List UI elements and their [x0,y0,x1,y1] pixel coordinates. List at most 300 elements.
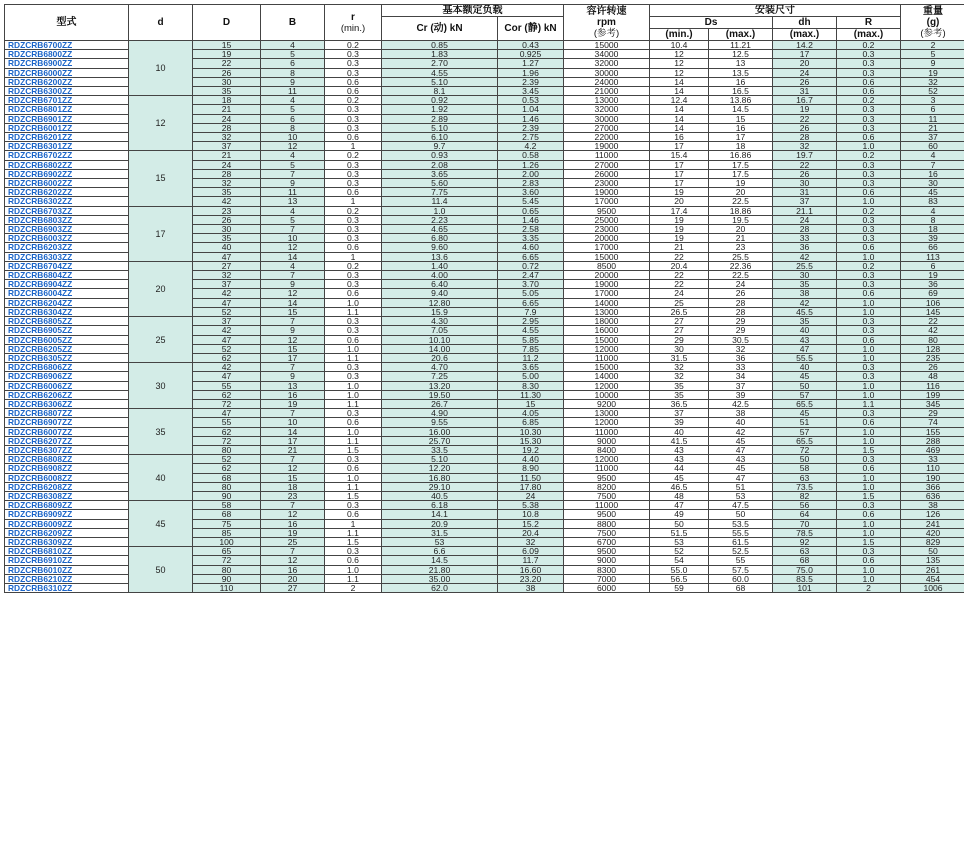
model-link[interactable]: RDZCRB6004ZZ [5,289,129,298]
ds-max-cell: 20 [709,225,773,234]
outer-diameter-cell: 32 [193,179,261,188]
bore-diameter-cell: 12 [129,96,193,151]
static-load-cell: 15.30 [498,436,564,445]
chamfer-r-cell: 0.6 [325,243,382,252]
width-cell: 12 [261,556,325,565]
model-link[interactable]: RDZCRB6307ZZ [5,445,129,454]
static-load-cell: 6.85 [498,418,564,427]
model-link[interactable]: RDZCRB6910ZZ [5,556,129,565]
weight-cell: 241 [901,519,964,528]
ds-min-cell: 24 [650,289,709,298]
model-link[interactable]: RDZCRB6200ZZ [5,77,129,86]
static-load-cell: 3.70 [498,280,564,289]
header-install-group: 安装尺寸 [650,5,901,17]
width-cell: 5 [261,215,325,224]
chamfer-r-cell: 0.2 [325,96,382,105]
ds-min-cell: 19 [650,188,709,197]
model-link[interactable]: RDZCRB6010ZZ [5,565,129,574]
weight-cell: 21 [901,123,964,132]
static-load-cell: 1.27 [498,59,564,68]
model-link[interactable]: RDZCRB6700ZZ [5,41,129,50]
width-cell: 9 [261,280,325,289]
header-weight-unit: (g) [926,17,940,28]
model-link[interactable]: RDZCRB6000ZZ [5,68,129,77]
weight-cell: 26 [901,363,964,372]
ds-min-cell: 43 [650,455,709,464]
fillet-r-cell: 0.6 [837,87,901,96]
weight-cell: 3 [901,96,964,105]
model-link[interactable]: RDZCRB6002ZZ [5,179,129,188]
ds-min-cell: 17 [650,179,709,188]
dynamic-load-cell: 2.08 [382,160,498,169]
dh-max-cell: 45 [773,372,837,381]
table-row [5,96,964,105]
dynamic-load-cell: 21.80 [382,565,498,574]
model-link[interactable]: RDZCRB6008ZZ [5,473,129,482]
model-link[interactable]: RDZCRB6009ZZ [5,519,129,528]
model-link[interactable]: RDZCRB6802ZZ [5,160,129,169]
model-link[interactable]: RDZCRB6304ZZ [5,307,129,316]
ds-min-cell: 48 [650,491,709,500]
weight-cell: 4 [901,206,964,215]
width-cell: 12 [261,289,325,298]
bore-diameter-cell: 10 [129,41,193,96]
bore-diameter-cell: 40 [129,455,193,501]
static-load-cell: 2.47 [498,271,564,280]
bearing-spec-table [4,4,964,593]
dh-max-cell: 40 [773,363,837,372]
dh-max-cell: 31 [773,87,837,96]
model-link[interactable]: RDZCRB6909ZZ [5,510,129,519]
width-cell: 12 [261,510,325,519]
static-load-cell: 15.2 [498,519,564,528]
speed-cell: 19000 [564,188,650,197]
model-link[interactable]: RDZCRB6005ZZ [5,335,129,344]
ds-max-cell: 55 [709,556,773,565]
dh-max-cell: 57 [773,390,837,399]
dh-max-cell: 64 [773,510,837,519]
chamfer-r-cell: 0.6 [325,335,382,344]
model-link[interactable]: RDZCRB6703ZZ [5,206,129,215]
speed-cell: 11000 [564,353,650,362]
fillet-r-cell: 0.3 [837,225,901,234]
fillet-r-cell: 0.2 [837,96,901,105]
ds-max-cell: 37 [709,381,773,390]
model-link[interactable]: RDZCRB6800ZZ [5,50,129,59]
chamfer-r-cell: 0.6 [325,133,382,142]
ds-min-cell: 15.4 [650,151,709,160]
dh-max-cell: 43 [773,335,837,344]
speed-cell: 15000 [564,252,650,261]
chamfer-r-cell: 0.3 [325,169,382,178]
model-link[interactable]: RDZCRB6300ZZ [5,87,129,96]
chamfer-r-cell: 0.3 [325,547,382,556]
dynamic-load-cell: 5.10 [382,77,498,86]
ds-max-cell: 13.86 [709,96,773,105]
ds-min-cell: 25 [650,298,709,307]
table-row [5,409,964,418]
ds-min-cell: 22 [650,252,709,261]
chamfer-r-cell: 1.5 [325,445,382,454]
fillet-r-cell: 1.0 [837,528,901,537]
ds-max-cell: 28 [709,307,773,316]
model-link[interactable]: RDZCRB6302ZZ [5,197,129,206]
speed-cell: 32000 [564,105,650,114]
outer-diameter-cell: 30 [193,225,261,234]
fillet-r-cell: 0.3 [837,409,901,418]
dynamic-load-cell: 1.0 [382,206,498,215]
weight-cell: 38 [901,501,964,510]
dh-max-cell: 83.5 [773,574,837,583]
dynamic-load-cell: 0.93 [382,151,498,160]
static-load-cell: 10.30 [498,427,564,436]
speed-cell: 34000 [564,50,650,59]
outer-diameter-cell: 42 [193,289,261,298]
model-link[interactable]: RDZCRB6804ZZ [5,271,129,280]
ds-min-cell: 43 [650,445,709,454]
fillet-r-cell: 0.3 [837,160,901,169]
static-load-cell: 16.60 [498,565,564,574]
width-cell: 14 [261,298,325,307]
dynamic-load-cell: 1.83 [382,50,498,59]
outer-diameter-cell: 21 [193,105,261,114]
dynamic-load-cell: 53 [382,537,498,546]
model-link[interactable]: RDZCRB6209ZZ [5,528,129,537]
outer-diameter-cell: 52 [193,307,261,316]
ds-max-cell: 40 [709,418,773,427]
model-link[interactable]: RDZCRB6208ZZ [5,482,129,491]
ds-max-cell: 14.5 [709,105,773,114]
model-link[interactable]: RDZCRB6808ZZ [5,455,129,464]
dynamic-load-cell: 35.00 [382,574,498,583]
dh-max-cell: 57 [773,427,837,436]
ds-min-cell: 41.5 [650,436,709,445]
speed-cell: 13000 [564,96,650,105]
model-link[interactable]: RDZCRB6310ZZ [5,583,129,592]
model-link[interactable]: RDZCRB6205ZZ [5,344,129,353]
speed-cell: 25000 [564,215,650,224]
speed-cell: 9000 [564,556,650,565]
ds-max-cell: 34 [709,372,773,381]
static-load-cell: 4.2 [498,142,564,151]
ds-min-cell: 39 [650,418,709,427]
model-link[interactable]: RDZCRB6006ZZ [5,381,129,390]
chamfer-r-cell: 1 [325,519,382,528]
outer-diameter-cell: 80 [193,565,261,574]
static-load-cell: 0.925 [498,50,564,59]
header-speed [564,5,650,41]
weight-cell: 636 [901,491,964,500]
model-link[interactable]: RDZCRB6003ZZ [5,234,129,243]
fillet-r-cell: 0.3 [837,59,901,68]
outer-diameter-cell: 47 [193,298,261,307]
weight-cell: 50 [901,547,964,556]
width-cell: 4 [261,41,325,50]
model-link[interactable]: RDZCRB6807ZZ [5,409,129,418]
speed-cell: 12000 [564,344,650,353]
model-link[interactable]: RDZCRB6809ZZ [5,501,129,510]
static-load-cell: 1.46 [498,114,564,123]
model-link[interactable]: RDZCRB6303ZZ [5,252,129,261]
model-link[interactable]: RDZCRB6203ZZ [5,243,129,252]
fillet-r-cell: 1.0 [837,298,901,307]
speed-cell: 9500 [564,510,650,519]
weight-cell: 261 [901,565,964,574]
weight-cell: 126 [901,510,964,519]
outer-diameter-cell: 62 [193,353,261,362]
dynamic-load-cell: 8.1 [382,87,498,96]
fillet-r-cell: 1.0 [837,390,901,399]
static-load-cell: 2.58 [498,225,564,234]
model-link[interactable]: RDZCRB6309ZZ [5,537,129,546]
ds-max-cell: 21 [709,234,773,243]
fillet-r-cell: 1.0 [837,307,901,316]
ds-max-cell: 15 [709,114,773,123]
width-cell: 16 [261,519,325,528]
dh-max-cell: 19.7 [773,151,837,160]
model-link[interactable]: RDZCRB6201ZZ [5,133,129,142]
model-link[interactable]: RDZCRB6905ZZ [5,326,129,335]
ds-min-cell: 51.5 [650,528,709,537]
model-link[interactable]: RDZCRB6801ZZ [5,105,129,114]
model-link[interactable]: RDZCRB6902ZZ [5,169,129,178]
width-cell: 11 [261,188,325,197]
static-load-cell: 10.8 [498,510,564,519]
header-ds: Ds [650,17,773,29]
weight-cell: 145 [901,307,964,316]
static-load-cell: 1.96 [498,68,564,77]
model-link[interactable]: RDZCRB6007ZZ [5,427,129,436]
dynamic-load-cell: 4.00 [382,271,498,280]
outer-diameter-cell: 42 [193,326,261,335]
model-link[interactable]: RDZCRB6206ZZ [5,390,129,399]
ds-max-cell: 11.21 [709,41,773,50]
ds-min-cell: 47 [650,501,709,510]
model-link[interactable]: RDZCRB6204ZZ [5,298,129,307]
dynamic-load-cell: 6.6 [382,547,498,556]
table-row [5,363,964,372]
model-link[interactable]: RDZCRB6704ZZ [5,261,129,270]
dh-max-cell: 35 [773,317,837,326]
speed-cell: 8400 [564,445,650,454]
dynamic-load-cell: 4.90 [382,409,498,418]
dh-max-cell: 55.5 [773,353,837,362]
ds-max-cell: 13 [709,59,773,68]
static-load-cell: 32 [498,537,564,546]
ds-max-cell: 45 [709,436,773,445]
model-link[interactable]: RDZCRB6907ZZ [5,418,129,427]
model-link[interactable]: RDZCRB6308ZZ [5,491,129,500]
speed-cell: 9500 [564,547,650,556]
chamfer-r-cell: 1.0 [325,427,382,436]
static-load-cell: 4.60 [498,243,564,252]
model-link[interactable]: RDZCRB6210ZZ [5,574,129,583]
weight-cell: 6 [901,105,964,114]
model-link[interactable]: RDZCRB6702ZZ [5,151,129,160]
width-cell: 11 [261,87,325,96]
fillet-r-cell: 2 [837,583,901,592]
static-load-cell: 5.38 [498,501,564,510]
ds-min-cell: 32 [650,372,709,381]
model-link[interactable]: RDZCRB6305ZZ [5,353,129,362]
header-r [325,5,382,41]
chamfer-r-cell: 0.6 [325,464,382,473]
dynamic-load-cell: 2.23 [382,215,498,224]
model-link[interactable]: RDZCRB6901ZZ [5,114,129,123]
outer-diameter-cell: 30 [193,77,261,86]
weight-cell: 113 [901,252,964,261]
ds-min-cell: 14 [650,123,709,132]
chamfer-r-cell: 1.5 [325,491,382,500]
model-link[interactable]: RDZCRB6806ZZ [5,363,129,372]
table-row [5,206,964,215]
width-cell: 9 [261,372,325,381]
ds-min-cell: 17 [650,160,709,169]
ds-min-cell: 22 [650,271,709,280]
weight-cell: 52 [901,87,964,96]
outer-diameter-cell: 58 [193,501,261,510]
width-cell: 5 [261,160,325,169]
ds-max-cell: 26 [709,289,773,298]
dh-max-cell: 33 [773,234,837,243]
weight-cell: 30 [901,179,964,188]
ds-min-cell: 14 [650,87,709,96]
outer-diameter-cell: 35 [193,87,261,96]
outer-diameter-cell: 80 [193,482,261,491]
dh-max-cell: 63 [773,547,837,556]
ds-max-cell: 42 [709,427,773,436]
dynamic-load-cell: 13.6 [382,252,498,261]
weight-cell: 18 [901,225,964,234]
width-cell: 18 [261,482,325,491]
dynamic-load-cell: 2.70 [382,59,498,68]
model-link[interactable]: RDZCRB6810ZZ [5,547,129,556]
static-load-cell: 3.45 [498,87,564,96]
static-load-cell: 24 [498,491,564,500]
model-link[interactable]: RDZCRB6202ZZ [5,188,129,197]
ds-max-cell: 22.5 [709,197,773,206]
speed-cell: 9500 [564,473,650,482]
dynamic-load-cell: 62.0 [382,583,498,592]
weight-cell: 39 [901,234,964,243]
table-row [5,501,964,510]
width-cell: 10 [261,133,325,142]
model-link[interactable]: RDZCRB6900ZZ [5,59,129,68]
dynamic-load-cell: 33.5 [382,445,498,454]
dynamic-load-cell: 29.10 [382,482,498,491]
chamfer-r-cell: 0.2 [325,206,382,215]
static-load-cell: 4.40 [498,455,564,464]
model-link[interactable]: RDZCRB6908ZZ [5,464,129,473]
dh-max-cell: 17 [773,50,837,59]
ds-max-cell: 38 [709,409,773,418]
fillet-r-cell: 0.6 [837,77,901,86]
width-cell: 15 [261,473,325,482]
dynamic-load-cell: 16.00 [382,427,498,436]
speed-cell: 17000 [564,289,650,298]
ds-min-cell: 19 [650,215,709,224]
model-link[interactable]: RDZCRB6906ZZ [5,372,129,381]
header-weight-label: 重量 [923,6,943,17]
model-link[interactable]: RDZCRB6306ZZ [5,399,129,408]
ds-max-cell: 16 [709,77,773,86]
speed-cell: 30000 [564,114,650,123]
model-link[interactable]: RDZCRB6805ZZ [5,317,129,326]
dynamic-load-cell: 2.89 [382,114,498,123]
static-load-cell: 1.46 [498,215,564,224]
dynamic-load-cell: 14.00 [382,344,498,353]
header-r-sub: (min.) [340,22,366,34]
outer-diameter-cell: 23 [193,206,261,215]
chamfer-r-cell: 0.3 [325,409,382,418]
outer-diameter-cell: 22 [193,59,261,68]
speed-cell: 27000 [564,123,650,132]
dh-max-cell: 21.1 [773,206,837,215]
width-cell: 13 [261,197,325,206]
model-link[interactable]: RDZCRB6803ZZ [5,215,129,224]
weight-cell: 37 [901,133,964,142]
ds-max-cell: 17 [709,133,773,142]
table-row [5,261,964,270]
model-link[interactable]: RDZCRB6903ZZ [5,225,129,234]
model-link[interactable]: RDZCRB6207ZZ [5,436,129,445]
ds-min-cell: 32 [650,363,709,372]
model-link[interactable]: RDZCRB6701ZZ [5,96,129,105]
outer-diameter-cell: 72 [193,556,261,565]
weight-cell: 7 [901,160,964,169]
static-load-cell: 0.65 [498,206,564,215]
ds-min-cell: 44 [650,464,709,473]
static-load-cell: 6.65 [498,298,564,307]
ds-min-cell: 26.5 [650,307,709,316]
outer-diameter-cell: 47 [193,372,261,381]
static-load-cell: 0.43 [498,41,564,50]
static-load-cell: 1.04 [498,105,564,114]
dynamic-load-cell: 13.20 [382,381,498,390]
dh-max-cell: 31 [773,188,837,197]
fillet-r-cell: 1.0 [837,482,901,491]
weight-cell: 829 [901,537,964,546]
width-cell: 21 [261,445,325,454]
width-cell: 9 [261,77,325,86]
model-link[interactable]: RDZCRB6301ZZ [5,142,129,151]
static-load-cell: 11.30 [498,390,564,399]
outer-diameter-cell: 42 [193,363,261,372]
width-cell: 4 [261,151,325,160]
chamfer-r-cell: 1.0 [325,344,382,353]
dh-max-cell: 92 [773,537,837,546]
speed-cell: 12000 [564,418,650,427]
speed-cell: 30000 [564,68,650,77]
model-link[interactable]: RDZCRB6904ZZ [5,280,129,289]
speed-cell: 8200 [564,482,650,491]
model-link[interactable]: RDZCRB6001ZZ [5,123,129,132]
static-load-cell: 2.95 [498,317,564,326]
outer-diameter-cell: 62 [193,427,261,436]
weight-cell: 32 [901,77,964,86]
dynamic-load-cell: 20.9 [382,519,498,528]
fillet-r-cell: 0.3 [837,455,901,464]
static-load-cell: 5.05 [498,289,564,298]
ds-max-cell: 16.86 [709,151,773,160]
static-load-cell: 7.9 [498,307,564,316]
speed-cell: 12000 [564,455,650,464]
fillet-r-cell: 0.6 [837,418,901,427]
weight-cell: 8 [901,215,964,224]
bore-diameter-cell: 17 [129,206,193,261]
dh-max-cell: 40 [773,326,837,335]
chamfer-r-cell: 0.3 [325,123,382,132]
